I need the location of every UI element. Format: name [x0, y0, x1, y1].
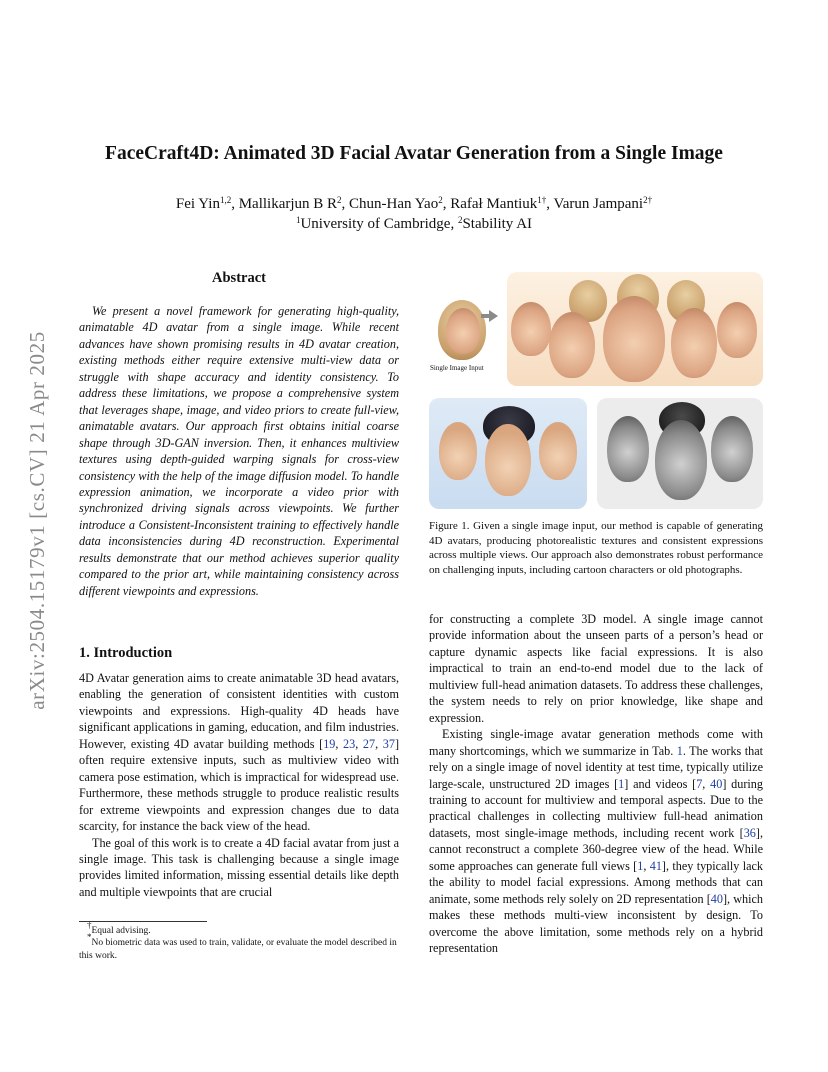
citation-link[interactable]: 37	[382, 736, 395, 751]
footnote-mark: *	[87, 932, 92, 943]
author-affiliation-mark: 1,2	[219, 195, 232, 205]
footnote-text: No biometric data was used to train, validate, or evaluate the model described in this work.	[79, 938, 397, 961]
single-image-input-label: Single Image Input	[430, 364, 484, 372]
citation-link[interactable]: 1	[676, 743, 683, 758]
author-name: Chun-Han Yao	[349, 196, 439, 212]
affiliation-name: University of Cambridge	[300, 216, 451, 232]
cartoon-view-right	[539, 422, 577, 480]
cartoon-avatar-panel	[429, 398, 587, 509]
left-column-body	[79, 670, 399, 900]
author-name: Rafał Mantiuk	[450, 196, 538, 212]
citation-link[interactable]: 23	[343, 736, 356, 751]
author-affiliation-mark: 2	[438, 195, 443, 205]
abstract-text: We present a novel framework for generating high-quality, animatable 4D avatar from a single image. While recent advances have shown promising results in 4D avatar creation, existing methods either require extensive multi-view data or struggle with shape accuracy and identity consistency. To address these limitations, we propose a comprehensive system that leverages shape, image, and video priors to create full-view, animatable avatars. Our approach first obtains initial coarse shape through 3D-GAN inversion. Then, it enhances multiview textures using depth-guided warping signals for cross-view consistency with the help of the image diffusion model. To handle expression animation, we incorporate a video prior with synchronized driving signals across viewpoints. We further introduce a Consistent-Inconsistent training to effectively handle data inconsistencies during 4D reconstruction. Experimental results demonstrate that our method achieves superior quality compared to the prior art, while maintaining consistency across different viewpoints and expressions.	[79, 304, 399, 598]
avatar-view-right	[717, 302, 757, 358]
author-affiliation-mark: 1†	[537, 195, 547, 205]
citation-link[interactable]: 41	[649, 858, 662, 873]
affiliation-name: Stability AI	[462, 216, 533, 232]
cartoon-view-left	[439, 422, 477, 480]
photo-view-right	[711, 416, 753, 482]
section-heading-introduction: 1. Introduction	[79, 645, 173, 661]
footnote-text: Equal advising.	[91, 926, 151, 936]
input-face-image	[446, 308, 480, 354]
cartoon-view-front	[485, 424, 531, 496]
affiliations: $^1$University of Cambridge, $^2$Stability AI	[295, 215, 533, 232]
author-affiliation-mark: 2†	[643, 195, 653, 205]
author-name: Varun Jampani	[553, 196, 644, 212]
footnote	[79, 920, 399, 937]
photo-view-left	[607, 416, 649, 482]
citation-link[interactable]: 40	[710, 891, 723, 906]
citation-link[interactable]: 36	[743, 825, 756, 840]
affiliation-mark: 1	[295, 215, 301, 225]
citation-link[interactable]: 19	[323, 736, 336, 751]
abstract-heading: Abstract	[212, 270, 266, 286]
arxiv-identifier: arXiv:2504.15179v1 [cs.CV] 21 Apr 2025	[24, 330, 49, 710]
author-name: Mallikarjun B R	[238, 196, 338, 212]
right-column-body	[429, 611, 763, 957]
footnote-rule	[79, 921, 207, 922]
realistic-avatar-panel	[507, 272, 763, 386]
citation-link[interactable]: 40	[710, 776, 723, 791]
citation-link[interactable]: 7	[696, 776, 703, 791]
citation-link[interactable]: 1	[618, 776, 625, 791]
figure-1	[429, 272, 763, 509]
affiliation-mark: 2	[457, 215, 463, 225]
author-list: Fei Yin$^{1,2}$, Mallikarjun B $R^2$, Chun-Han Yao$^2$, Rafał Mantiuk$^{1\dagger}$, Varun Jampani$^{2\dagger}$	[175, 195, 653, 212]
avatar-view-surprised	[671, 308, 717, 378]
arrow-icon	[489, 310, 498, 322]
intro-paragraph-1: 4D Avatar generation aims to create animatable 3D head avatars, enabling the generation of consistent identities with custom viewpoints and expressions. High-quality 4D heads have significant applications in gaming, education, and film industries. However, existing 4D avatar building methods [19, 23, 27, 37] often require extensive inputs, such as multiview video with camera pose estimation, which is impractical for widespread use. Furthermore, these methods struggle to produce realistic results for extreme viewpoints and expression changes due to data scarcity, for instance the back view of the head.	[79, 671, 400, 834]
right-paragraph-2: Existing single-image avatar generation methods come with many shortcomings, which we summarize in Tab. 1. The works that rely on a single image of novel identity at test time, typically utilize large-scale, unstructured 2D images [1] and videos [7, 40] during training to account for multiview and temporal aspects. Due to the practical challenges in collecting multiview full-head animation datasets, most single-image methods, including recent work [36], cannot reconstruct a complete 360-degree view of the head. While some approaches can generate full views [1, 41], they typically lack the ability to model facial expressions. Among methods that can animate, some methods rely solely on 2D representation [40], which makes these methods multi-view inconsistent by design. To overcome the above limitation, some methods rely on a hybrid representation	[429, 727, 764, 956]
avatar-view-front-smile	[603, 296, 665, 382]
intro-paragraph-2: The goal of this work is to create a 4D facial avatar from just a single image. This task is challenging because a single image provides limited information, missing essential details like depth and multiple viewpoints that are crucial	[79, 835, 399, 899]
right-paragraph-1: for constructing a complete 3D model. A single image cannot provide information about the unseen parts of a person’s head or capture dynamic aspects like facial expressions. It is also impractical to train an end-to-end model due to the lack of multiview full-head animation datasets. To address these challenges, the system needs to rely on prior knowledge, like shape and expression.	[429, 612, 763, 725]
footnotes	[79, 920, 399, 962]
avatar-view-left	[511, 302, 551, 356]
footnote	[79, 932, 399, 962]
author-name: Fei Yin	[175, 196, 220, 212]
old-photo-avatar-panel	[597, 398, 763, 509]
citation-link[interactable]: 1	[637, 858, 644, 873]
avatar-view-three-quarter	[549, 312, 595, 378]
author-affiliation-mark: 2	[337, 195, 342, 205]
figure-1-caption: Figure 1. Given a single image input, our method is capable of generating 4D avatars, producing photorealistic textures and consistent expressions across multiple views. Our approach also demonstrates robust performance on challenging inputs, including cartoon characters or old photographs.	[429, 520, 763, 576]
paper-title: FaceCraft4D: Animated 3D Facial Avatar Generation from a Single Image	[105, 143, 723, 164]
footnote-mark: †	[87, 920, 92, 930]
citation-link[interactable]: 27	[362, 736, 376, 751]
arxiv-side-stamp	[22, 285, 52, 755]
photo-view-front	[655, 420, 707, 500]
